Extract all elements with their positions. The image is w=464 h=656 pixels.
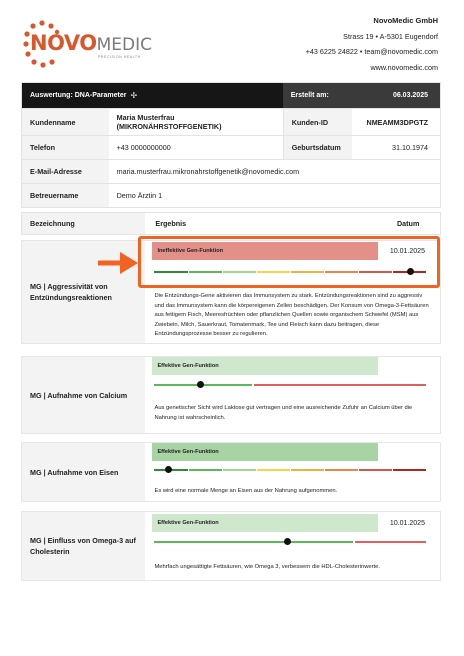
customer-value: Maria Musterfrau (MIKRONÄHRSTOFFGENETIK) [116, 113, 222, 131]
scale-segment-ineffective [254, 384, 426, 386]
meta-header [22, 83, 440, 108]
result-name: MG | Aggressivität von Entzündungsreaktionen [22, 241, 145, 343]
email-row [22, 159, 440, 183]
result-description: Mehrfach ungesättigte Fettsäuren, wie Omega 3, verbessern die HDL-Cholesterinwerte. [154, 564, 380, 570]
result-section-iron [21, 442, 441, 502]
col-date-header: Datum [376, 213, 440, 234]
customer-id-label: Kunden-ID [283, 109, 353, 135]
phone-row [22, 135, 440, 159]
status-badge: Effektive Gen-Funktion [152, 357, 378, 375]
company-website[interactable]: www.novomedic.com [370, 62, 438, 72]
novomedic-logo [20, 17, 170, 69]
result-description: Die Entzündungs-Gene aktivieren das Immunsystem zu stark. Entzündungsreaktionen sind zu aggressiv und das Immunsystem kann die körpereigenen Zellen beschädigen. Der Konsum von Omega-3-Fettsäuren aus fettigem Fisch, Meeresfrüchten oder pflanzlichen Quellen sowie organischem Schwefel (MSM) aus Zwiebeln, Milch, Sauerkraut, Tomatenmark, Tee und Fleisch kann dazu beitragen, diese Entzündungsprozesse besser zu regulieren. [154, 293, 429, 338]
created-label: Erstellt am: [290, 92, 329, 99]
scale-segment [223, 469, 256, 471]
customer-id-value: NMEAMM3DPGTZ [366, 117, 428, 127]
highlight-box [138, 236, 440, 288]
scale-segment-ineffective [355, 541, 426, 543]
email-label: E-Mail-Adresse [22, 160, 109, 183]
scale-segment-effective [154, 541, 353, 543]
status-badge: Effektive Gen-Funktion [152, 514, 378, 532]
company-info [306, 13, 438, 75]
result-name: MG | Aufnahme von Eisen [22, 443, 145, 501]
phone-label: Telefon [22, 136, 109, 159]
result-body [145, 512, 440, 580]
evaluation-title: Auswertung: DNA-Parameter ✢ [30, 91, 138, 100]
result-section-calcium [21, 356, 441, 434]
company-contact: +43 6225 24822 • team@novomedic.com [305, 47, 438, 56]
gene-scale-bar [154, 464, 426, 476]
scale-marker [197, 381, 204, 388]
logo-tagline: PRECISION HEALTH [98, 55, 141, 59]
result-date: 10.01.2025 [389, 247, 425, 255]
company-name: NovoMedic GmbH [373, 16, 438, 25]
result-name: MG | Einfluss von Omega-3 auf Cholesterin [22, 512, 145, 580]
col-name-header: Bezeichnung [30, 219, 75, 228]
result-section-omega3 [21, 511, 441, 581]
status-badge: Ineffektive Gen-Funktion [152, 242, 378, 260]
advisor-value: Demo Ärztin 1 [116, 191, 163, 200]
company-address: Strass 19 • A-5301 Eugendorf [343, 31, 438, 41]
customer-label: Kundenname [22, 109, 109, 135]
birth-value: 31.10.1974 [392, 143, 428, 152]
result-description: Es wird eine normale Menge an Eisen aus der Nahrung aufgenommen. [154, 488, 338, 494]
birth-label: Geburtsdatum [283, 136, 353, 159]
result-name: MG | Aufnahme von Calcium [22, 357, 145, 433]
results-header [21, 212, 441, 235]
scale-marker [165, 466, 172, 473]
created-value: 06.03.2025 [392, 92, 428, 99]
logo-wordmark: NOVOMEDIC [30, 31, 152, 55]
result-description: Aus genetischer Sicht wird Laktose gut vertragen und eine ausreichende Zufuhr an Calcium über die Nahrung ist wahrscheinlich. [154, 405, 413, 421]
result-body [145, 443, 440, 501]
patient-info-table [21, 82, 441, 208]
advisor-row [22, 183, 440, 207]
arrow-right-icon [98, 251, 138, 275]
scale-segment [359, 469, 392, 471]
scale-marker [284, 538, 291, 545]
result-body [145, 357, 440, 433]
scale-segment [325, 469, 358, 471]
scale-segment [257, 469, 290, 471]
phone-value: +43 0000000000 [116, 143, 171, 152]
gene-scale-bar [154, 379, 426, 391]
status-badge: Effektive Gen-Funktion [152, 443, 378, 461]
col-result-header: Ergebnis [145, 213, 376, 234]
scale-segment [291, 469, 324, 471]
gene-scale-bar [154, 536, 426, 548]
customer-row [22, 108, 440, 135]
created-date-cell [283, 83, 440, 108]
result-date: 10.01.2025 [389, 519, 425, 527]
email-value[interactable]: maria.musterfrau.mikronahrstoffgenetik@novomedic.com [116, 167, 300, 176]
plus-icon: ✢ [130, 91, 138, 100]
scale-segment [393, 469, 426, 471]
scale-segment [189, 469, 222, 471]
advisor-label: Betreuername [22, 184, 109, 207]
